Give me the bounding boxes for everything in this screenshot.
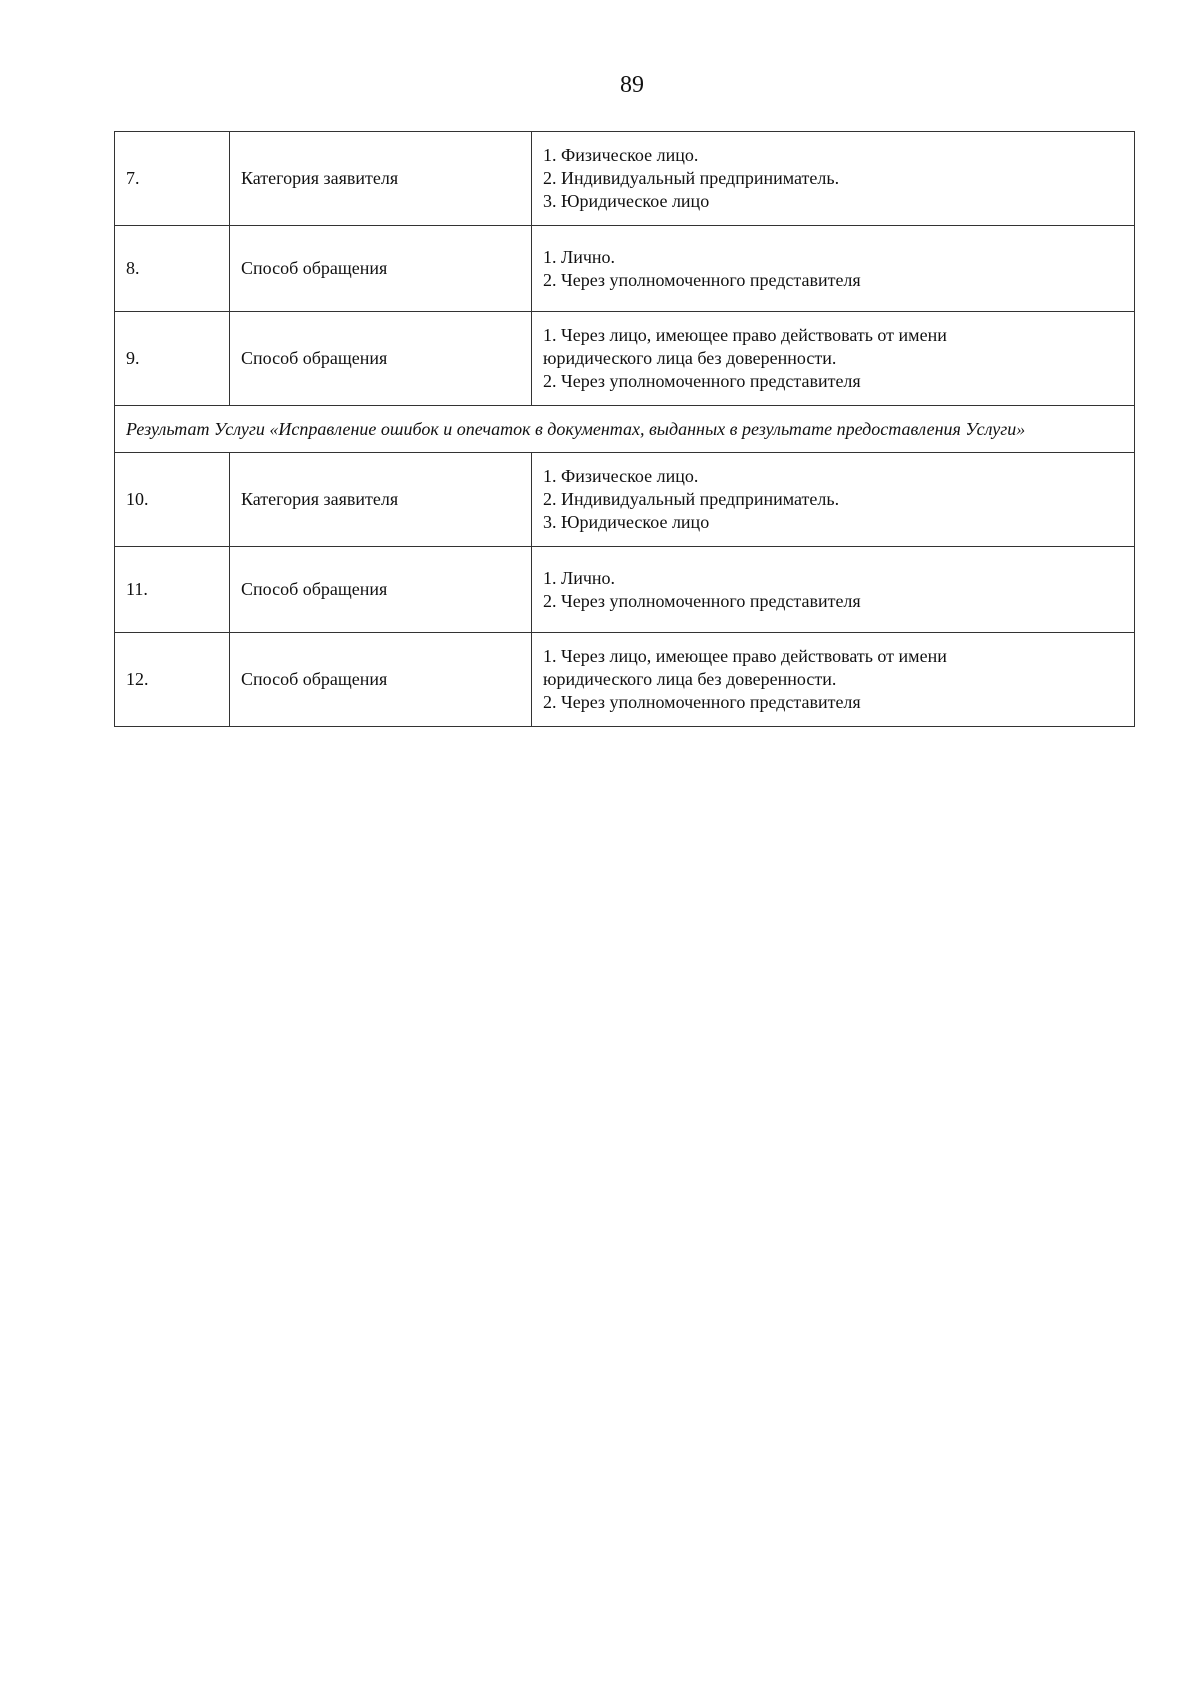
option-line: 2. Через уполномоченного представителя [543, 590, 861, 611]
criteria-table [114, 131, 1135, 727]
field-name: Способ обращения [230, 633, 532, 727]
options-cell [532, 132, 1135, 226]
row-number: 12. [115, 633, 230, 727]
option-line: 1. Лично. [543, 567, 616, 588]
option-line: 1. Физическое лицо. [543, 466, 699, 486]
option-line: 2. Через уполномоченного представителя [543, 692, 861, 712]
field-name: Категория заявителя [230, 132, 532, 226]
field-name: Способ обращения [230, 312, 532, 406]
field-name: Категория заявителя [230, 453, 532, 547]
table-row [115, 226, 1135, 312]
options-cell [532, 633, 1135, 727]
option-line: 3. Юридическое лицо [543, 191, 710, 211]
table-row [115, 453, 1135, 547]
table-row [115, 547, 1135, 633]
option-line: 2. Через уполномоченного представителя [543, 371, 861, 391]
field-name: Способ обращения [230, 226, 532, 312]
row-number: 9. [115, 312, 230, 406]
option-line: 1. Через лицо, имеющее право действовать от имени [543, 646, 947, 666]
row-number: 8. [115, 226, 230, 312]
options-cell [532, 312, 1135, 406]
option-line: 3. Юридическое лицо [543, 512, 710, 532]
option-line: юридического лица без доверенности. [543, 669, 837, 689]
table-row [115, 132, 1135, 226]
options-cell [532, 547, 1135, 633]
option-line: 2. Индивидуальный предприниматель. [543, 489, 840, 509]
option-line: 1. Через лицо, имеющее право действовать от имени [543, 325, 947, 345]
option-line: 1. Физическое лицо. [543, 145, 699, 165]
table-row [115, 312, 1135, 406]
row-number: 11. [115, 547, 230, 633]
field-name: Способ обращения [230, 547, 532, 633]
section-title: Результат Услуги «Исправление ошибок и опечаток в документах, выданных в результате предоставления Услуги» [115, 406, 1135, 453]
row-number: 7. [115, 132, 230, 226]
options-cell [532, 453, 1135, 547]
options-cell [532, 226, 1135, 312]
option-line: 2. Через уполномоченного представителя [543, 269, 861, 290]
row-number: 10. [115, 453, 230, 547]
option-line: 2. Индивидуальный предприниматель. [543, 168, 840, 188]
page-number: 89 [620, 72, 644, 98]
table-row [115, 633, 1135, 727]
option-line: 1. Лично. [543, 246, 616, 267]
option-line: юридического лица без доверенности. [543, 348, 837, 368]
section-row [115, 406, 1135, 453]
